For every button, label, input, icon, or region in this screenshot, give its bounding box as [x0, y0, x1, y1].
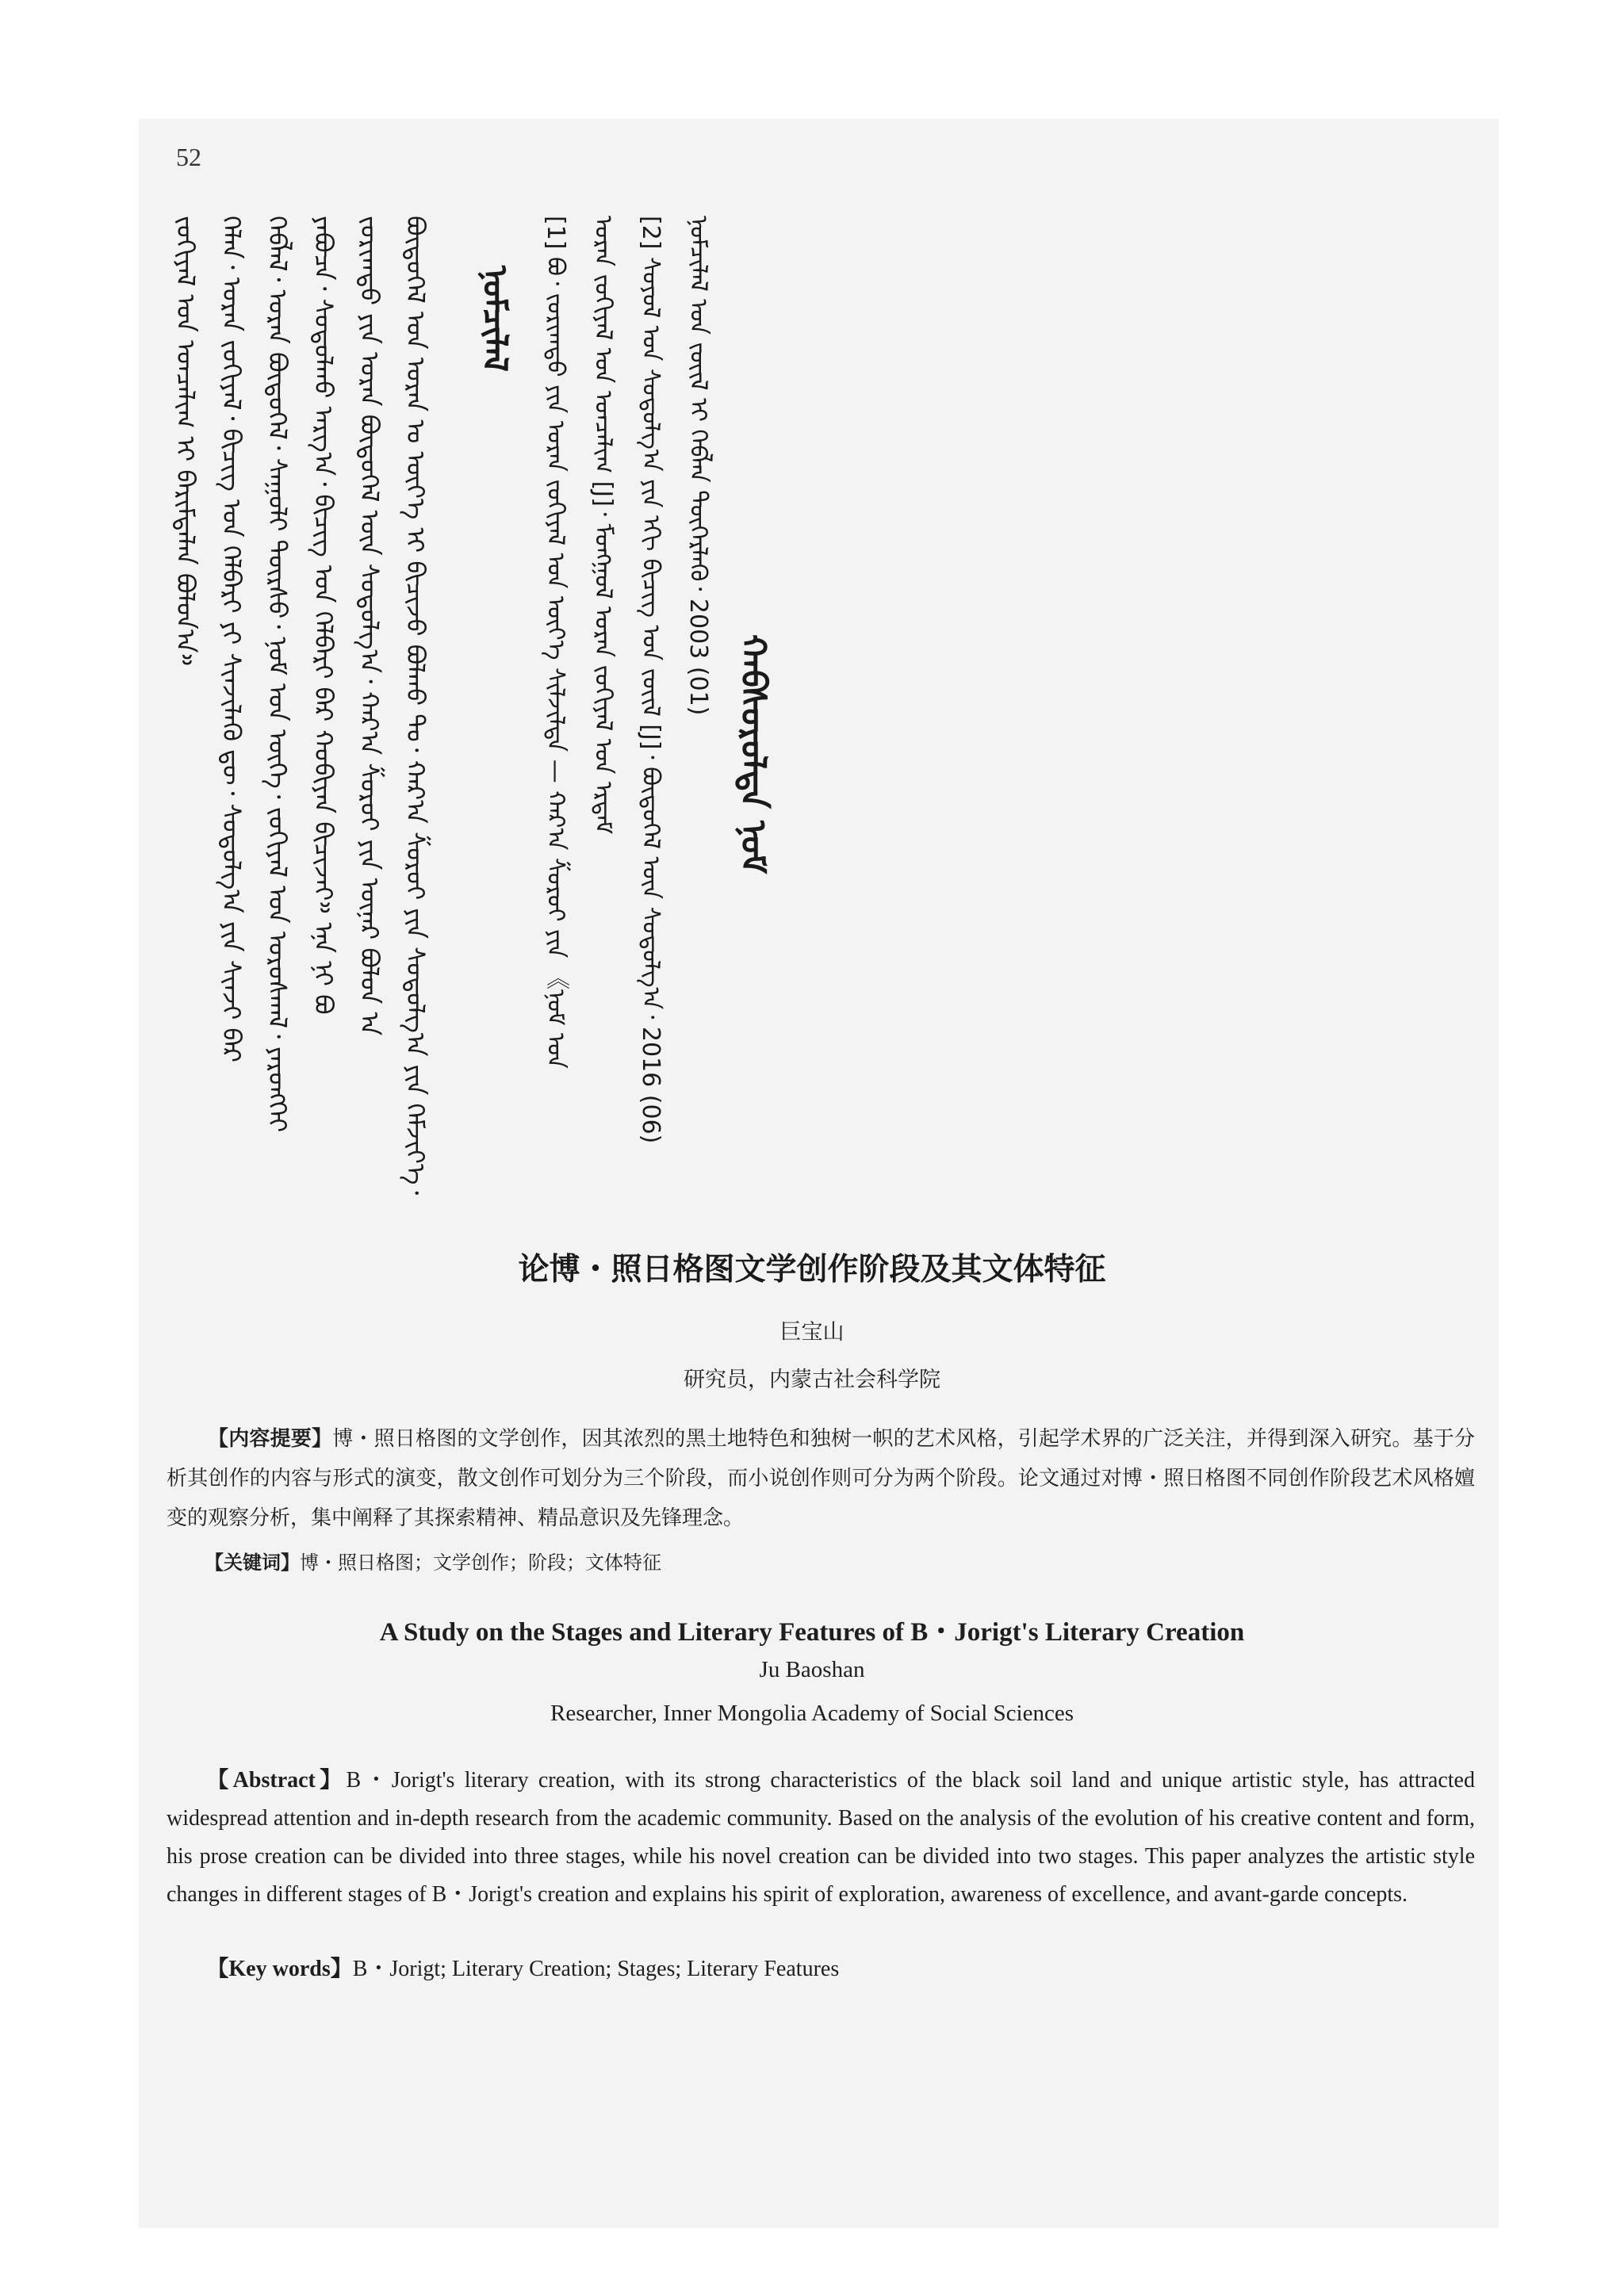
mongolian-line: ᠶᠠᠪᠤᠴᠠ᠂ ᠰᠣᠳᠤᠯᠬᠤ ᠠᠷᠭ᠎ᠠ᠂ ᠪᠢᠴᠢᠭ ᠤᠨ ᠬᠡᠯᠪᠡᠷᠢ ᠪᠡᠷ ᠬᠤᠪᠢᠶᠠᠨ ᠪᠢᠴᠢᠵᠡᠢ᠉ ᠡᠨᠡ ᠨᠢ ᠪᠣ — [308, 216, 339, 1015]
chinese-author: 巨宝山 — [779, 1320, 845, 1345]
chinese-keywords — [167, 1543, 1475, 1582]
chinese-abstract — [167, 1419, 1475, 1538]
mongolian-references — [531, 216, 722, 1143]
mongolian-section-title: ᠬᠠᠪᠰᠤᠷᠤᠯᠲᠠ ᠨᠣᠮ — [733, 634, 773, 874]
chinese-abstract-text: 博・照日格图的文学创作，因其浓烈的黑土地特色和独树一帜的艺术风格，引起学术界的广泛关注，并得到深入研究。基于分析其创作的内容与形式的演变，散文创作可划分为三个阶段，而小说创作则可分为两个阶段。论文通过对博・照日格图不同创作阶段艺术风格嬗变的观察分析，集中阐释了其探索精神、精品意识及先锋理念。 — [167, 1427, 1475, 1530]
chinese-affiliation: 研究员，内蒙古社会科学院 — [684, 1368, 940, 1392]
reference-item: ᠨᠣᠮᠴᠢᠯᠠᠯ ᠤᠨ ᠵᠦᠢᠯ ᠢ ᠬᠡᠪᠯᠡᠨ ᠳᠦᠭᠡᠷᠯᠡᠬᠦ᠂ 2003 (01) — [684, 216, 712, 716]
english-abstract-label: 【Abstract】 — [206, 1768, 347, 1793]
chinese-keywords-text: 博・照日格图；文学创作；阶段；文体特征 — [300, 1552, 661, 1574]
mongolian-line: ᠬᠡᠪᠯᠡᠯ᠂ ᠤᠷᠠᠨ ᠪᠦᠲᠦᠭᠡᠯ᠂ ᠰᠠᠭᠤᠯᠢ ᠳᠦᠷᠰᠦ᠂ ᠨᠣᠮ ᠤᠨ ᠦᠭᠡ᠂ ᠵᠣᠬᠢᠶᠠᠯ ᠤᠨ ᠤᠷᠤᠰᠬᠠᠯ᠂ ᠶᠡᠷᠦᠩᠬᠡᠢ — [262, 216, 293, 1133]
english-affiliation: Researcher, Inner Mongolia Academy of Social Sciences — [550, 1701, 1074, 1726]
reference-item: [1] ᠪᠣ᠂ ᠵᠣᠷᠢᠭᠲᠤ ᠶᠢᠨ ᠤᠷᠠᠨ ᠵᠣᠬᠢᠶᠠᠯ ᠤᠨ ᠦᠶ᠎ᠡ ᠰᠢᠯᠵᠢᠯᠲᠡ — ᠬᠠᠷ᠎ᠠ ᠱᠣᠷᠣᠢ ᠶᠢᠨ 《ᠨᠣᠮ ᠤᠨ — [542, 216, 569, 1069]
mongolian-body-text — [163, 216, 439, 1196]
chinese-keywords-label: 【关键词】 — [205, 1552, 300, 1574]
english-keywords-label: 【Key words】 — [206, 1957, 353, 1981]
chinese-article-title: 论博・照日格图文学创作阶段及其文体特征 — [518, 1251, 1106, 1288]
english-abstract-text: B・Jorigt's literary creation, with its strong characteristics of the black soil land and unique artistic style, has attracted widespread attention and in-depth research from the academic community. Based on the analysis of the evolution of his creative content and form, his prose creation can be divided into three stages, while his novel creation can be divided into two stages. This paper analyzes the artistic style changes in different stages of B・Jorigt's creation and explains his spirit of exploration, awareness of excellence, and avant-garde concepts. — [167, 1768, 1475, 1907]
reference-item: [2] ᠰᠤᠶᠤᠯ ᠤᠨ ᠰᠣᠳᠤᠯᠭ᠎ᠠ ᠶᠢᠨ ᠡᠬᠢ ᠪᠢᠴᠢᠭ ᠤᠨ ᠵᠦᠢᠯ [J]᠂ ᠪᠦᠲᠦᠭᠡᠯ ᠦᠨ ᠰᠣᠳᠤᠯᠭ᠎ᠠ᠂ 2016 (06) — [637, 216, 665, 1144]
reference-item: ᠤᠷᠠᠨ ᠵᠣᠬᠢᠶᠠᠯ ᠤᠨ ᠣᠨᠴᠠᠯᠢᠭ [J]᠂ ᠮᠣᠩᠭᠣᠯ ᠤᠷᠠᠨ ᠵᠣᠬᠢᠶᠠᠯ ᠤᠨ ᠡᠷᠳᠡᠮ — [589, 216, 617, 835]
mongolian-line: ᠵᠣᠬᠢᠶᠠᠯ ᠤᠨ ᠣᠨᠴᠠᠯᠢᠭ ᠢ ᠪᠠᠷᠢᠮᠲᠠᠯᠠᠨ ᠪᠣᠯᠤᠨ᠎ᠠ᠉ — [170, 216, 201, 667]
chinese-abstract-label: 【内容提要】 — [208, 1427, 333, 1451]
english-keywords — [167, 1950, 1475, 1988]
mongolian-line: ᠵᠣᠷᠢᠭᠲᠤ ᠶᠢᠨ ᠤᠷᠠᠨ ᠪᠦᠲᠦᠭᠡᠯ ᠦᠨ ᠰᠣᠳᠤᠯᠭ᠎ᠠ᠂ ᠬᠠᠷ᠎ᠠ ᠱᠣᠷᠣᠢ ᠶᠢᠨ ᠦᠨᠡᠷ ᠪᠣᠯᠤᠨ ᠠ — [354, 216, 385, 1036]
mongolian-line: ᠪᠦᠲᠦᠭᠡᠯ ᠤᠨ ᠤᠷᠠᠨ ᠤ ᠦᠶ᠎ᠡ ᠢ ᠪᠢᠴᠢᠵᠦ ᠪᠣᠯᠬᠤ ᠲᠤ᠂ ᠬᠠᠷ᠎ᠠ ᠱᠣᠷᠣᠢ ᠶᠢᠨ ᠰᠣᠳᠤᠯᠭ᠎ᠠ ᠶᠢᠨ ᠬᠡᠮᠵᠢᠶ᠎ᠡ᠂ — [400, 216, 431, 1196]
english-article-title: A Study on the Stages and Literary Features of B・Jorigt's Literary Creation — [379, 1618, 1245, 1647]
page-number: 52 — [176, 143, 201, 171]
mongolian-references-heading: ᠨᠣᠮᠴᠢᠯᠠᠯ — [476, 266, 515, 373]
english-author: Ju Baoshan — [759, 1657, 865, 1682]
english-abstract — [167, 1762, 1475, 1914]
english-keywords-text: B・Jorigt; Literary Creation; Stages; Literary Features — [352, 1957, 840, 1981]
mongolian-line: ᠬᠡᠯᠡᠨ᠂ ᠤᠷᠠᠨ ᠵᠣᠬᠢᠶᠠᠯ᠂ ᠪᠢᠴᠢᠭ ᠤᠨ ᠬᠡᠯᠪᠡᠷᠢ ᠶᠢ ᠰᠢᠨᠵᠢᠯᠡᠬᠦ ᠳᠦ᠂ ᠰᠣᠳᠤᠯᠭ᠎ᠠ ᠶᠢᠨ ᠰᠢᠨᠵᠢ ᠪᠠᠷ — [216, 216, 247, 1063]
